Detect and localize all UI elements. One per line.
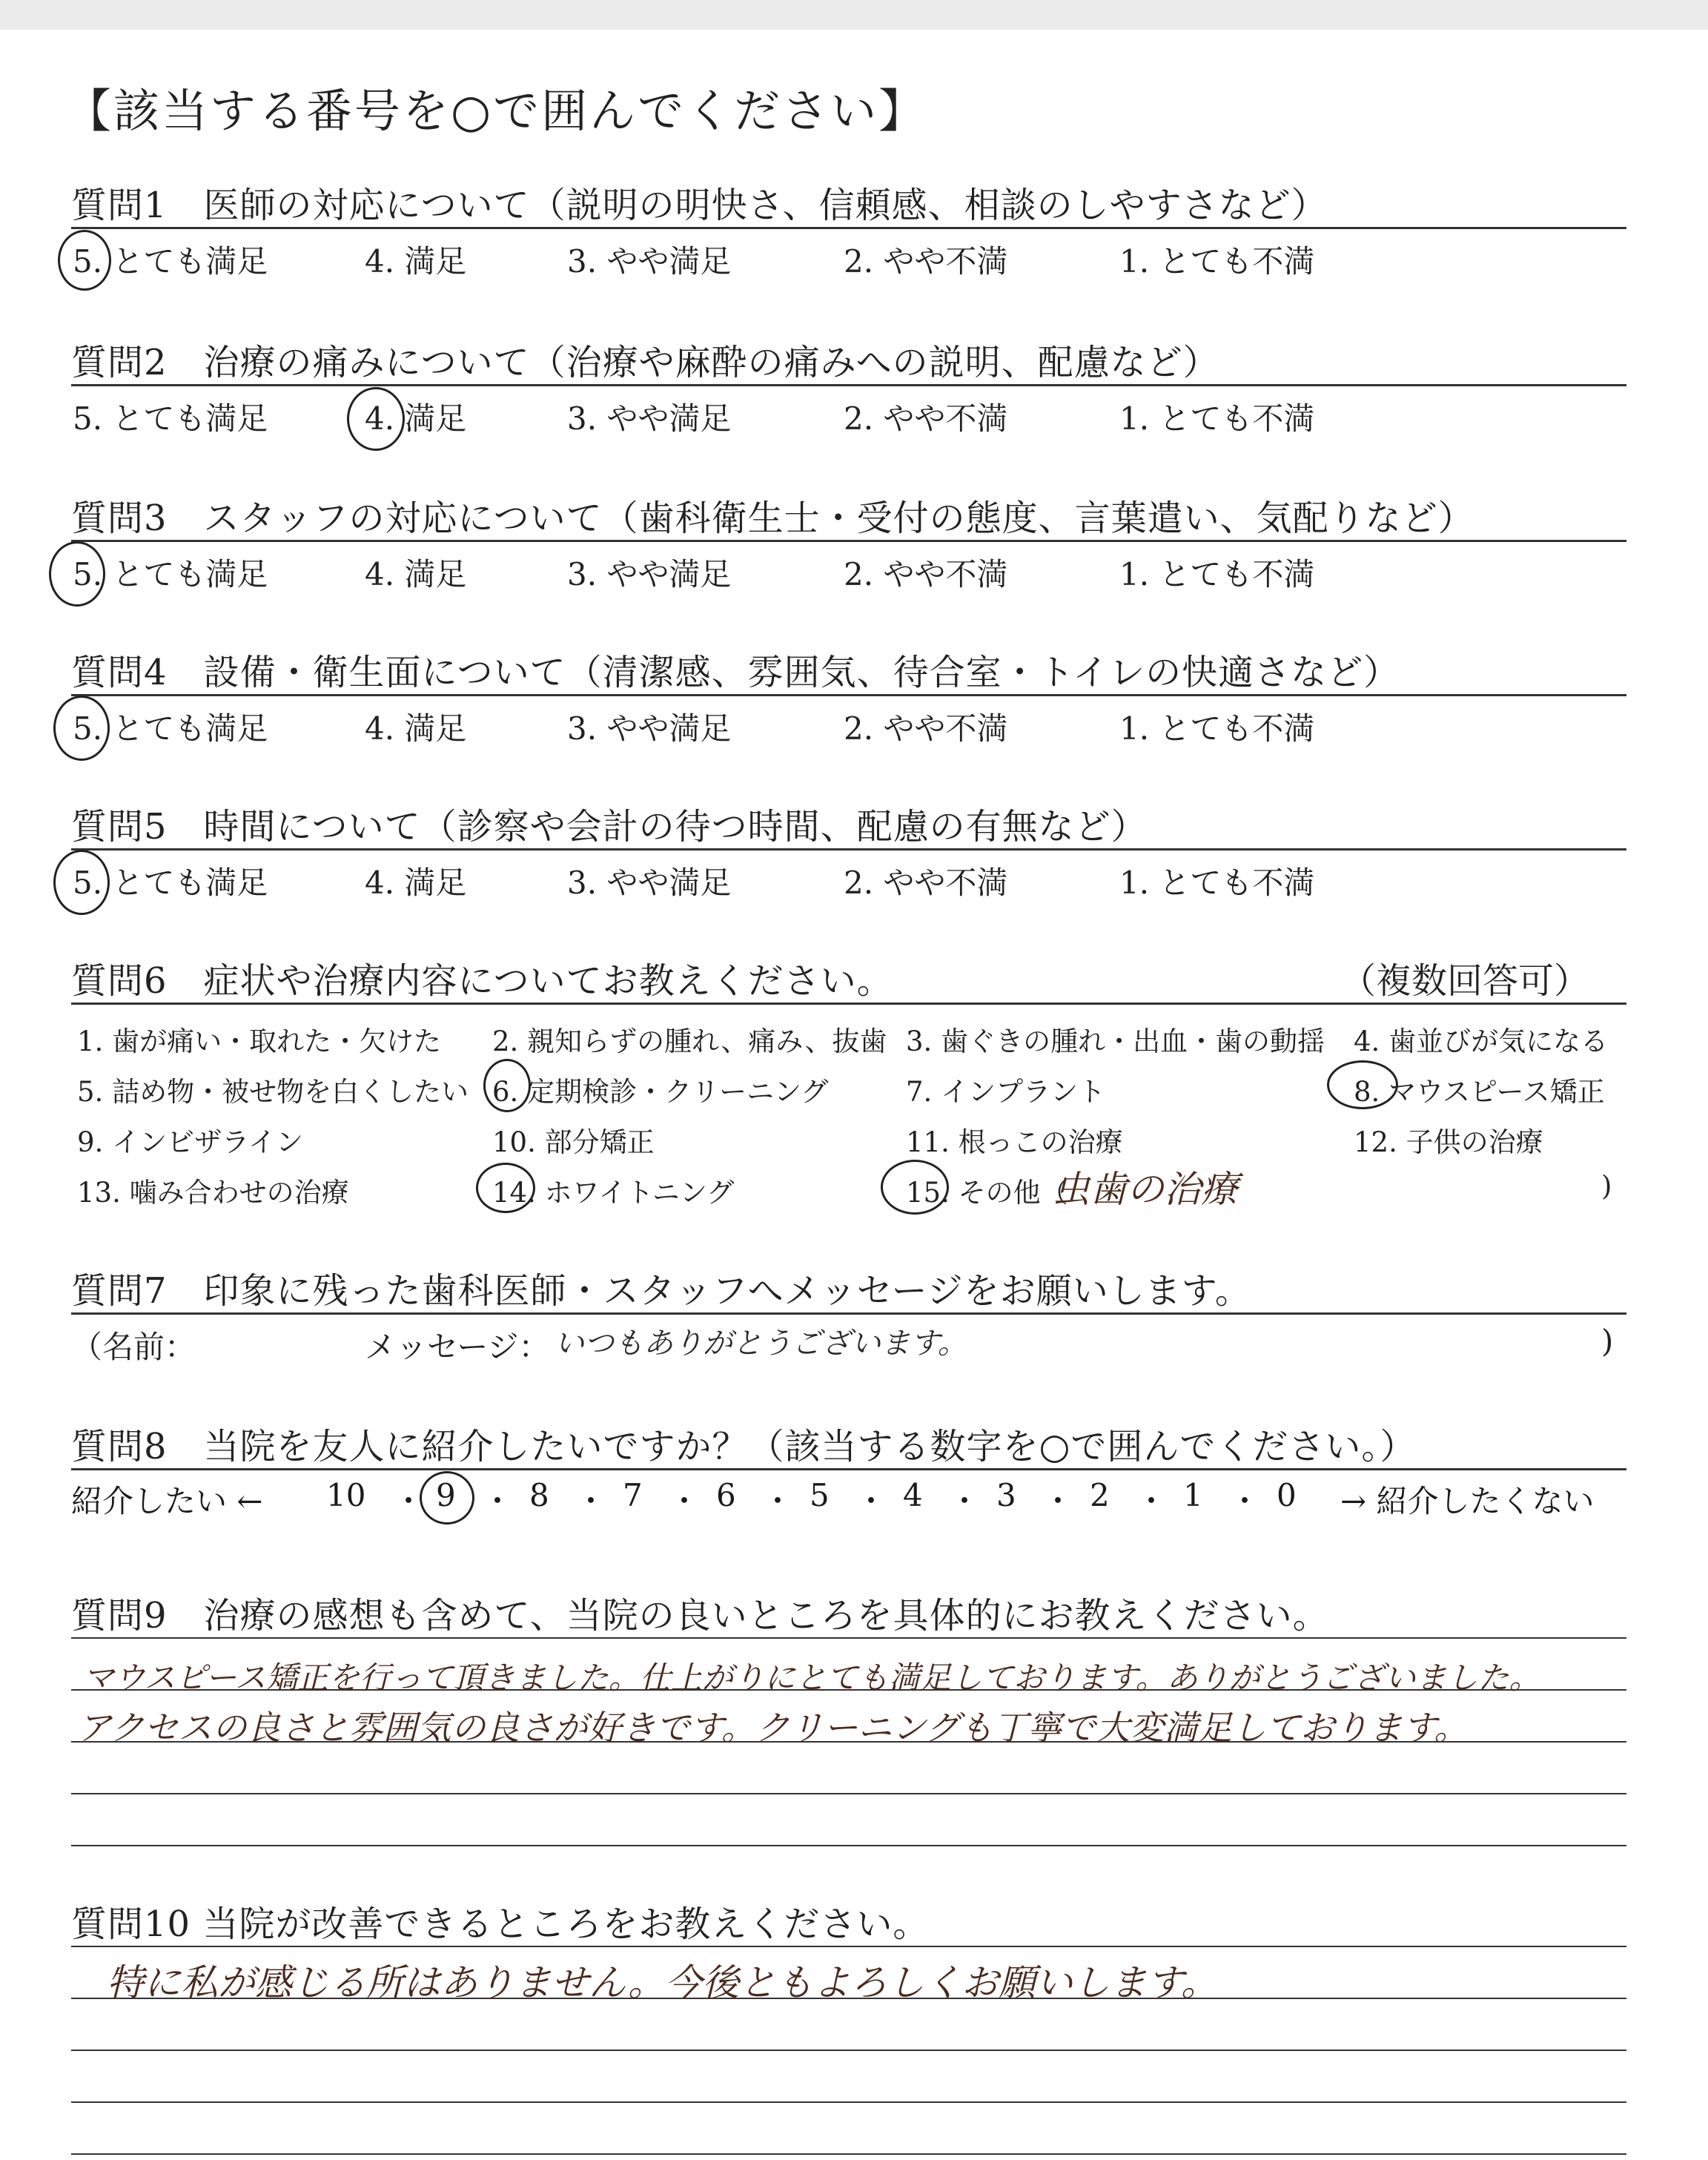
scale-dot: ・ [762,1483,794,1519]
handwritten-answer-line: マウスピース矯正を行って頂きました。仕上がりにとても満足しております。ありがとうございました。 [83,1659,1540,1696]
option-3[interactable]: 3. やや満足 [567,865,732,901]
symptom-option[interactable]: 9. インビザライン [77,1126,303,1158]
other-close-paren: ) [1601,1170,1612,1202]
option-1[interactable]: 1. とても不満 [1119,243,1315,280]
handwritten-answer-line: アクセスの良さと雰囲気の良さが好きです。クリーニングも丁寧で大変満足しております。 [77,1708,1469,1748]
question-6-title: 質問6 症状や治療内容についてお教えください。 [71,960,893,1002]
question-2-title: 質問2 治療の痛みについて（治療や麻酔の痛みへの説明、配慮など） [71,342,1219,383]
symptom-option[interactable]: 8. マウスピース矯正 [1354,1076,1605,1108]
rule [71,384,1626,386]
option-2[interactable]: 2. やや不満 [844,243,1008,280]
question-5-title: 質問5 時間について（診察や会計の待つ時間、配慮の有無など） [71,806,1148,848]
symptom-option[interactable]: 4. 歯並びが気になる [1354,1025,1609,1057]
rule [71,1003,1626,1005]
scale-value[interactable]: 6 [716,1477,736,1513]
symptom-option[interactable]: 12. 子供の治療 [1354,1126,1543,1158]
message-handwritten: いつもありがとうございます。 [555,1327,967,1361]
scale-value[interactable]: 4 [903,1477,923,1513]
question-10-title: 質問10 当院が改善できるところをお教えください。 [71,1903,930,1945]
rating-row [0,550,1708,595]
symptom-option[interactable]: 6. 定期検診・クリーニング [492,1076,829,1108]
symptom-option[interactable]: 15. その他（ [906,1177,1068,1209]
symptom-option[interactable]: 14. ホワイトニング [492,1177,735,1209]
option-4[interactable]: 4. 満足 [365,556,467,592]
option-3[interactable]: 3. やや満足 [567,710,732,747]
option-2[interactable]: 2. やや不満 [844,865,1008,901]
scale-dot: ・ [1229,1483,1261,1519]
scale-dot: ・ [1136,1483,1168,1519]
rating-row [0,394,1708,439]
message-close-paren: ) [1601,1323,1614,1359]
option-2[interactable]: 2. やや不満 [844,710,1008,747]
scale-dot: ・ [575,1483,607,1519]
option-2[interactable]: 2. やや不満 [844,400,1008,437]
other-handwritten-answer: 虫歯の治療 [1053,1168,1238,1211]
option-4[interactable]: 4. 満足 [365,710,467,747]
question-6-note: （複数回答可） [1340,960,1589,1002]
question-3-title: 質問3 スタッフの対応について（歯科衛生士・受付の態度、言葉遣い、気配りなど） [71,498,1474,539]
symptom-option[interactable]: 10. 部分矯正 [492,1126,655,1158]
symptom-option[interactable]: 2. 親知らずの腫れ、痛み、抜歯 [492,1025,887,1057]
symptom-option[interactable]: 7. インプラント [906,1076,1106,1108]
writing-line [71,1793,1626,1794]
option-5[interactable]: 5. とても満足 [73,710,268,747]
option-1[interactable]: 1. とても不満 [1119,865,1315,901]
option-5[interactable]: 5. とても満足 [73,556,268,592]
scale-value[interactable]: 9 [436,1477,456,1513]
scale-value[interactable]: 5 [810,1477,830,1513]
option-2[interactable]: 2. やや不満 [844,556,1008,592]
option-5[interactable]: 5. とても満足 [73,865,268,901]
scale-left-label: 紹介したい ← [71,1483,263,1519]
option-3[interactable]: 3. やや満足 [567,400,732,437]
handwritten-answer-line: 特に私が感じる所はありません。今後ともよろしくお願いします。 [107,1961,1218,2004]
option-4[interactable]: 4. 満足 [365,400,467,437]
scale-value[interactable]: 10 [326,1477,366,1513]
writing-line [71,2050,1626,2051]
option-5[interactable]: 5. とても満足 [73,243,268,280]
scale-value[interactable]: 2 [1090,1477,1110,1513]
scale-value[interactable]: 8 [529,1477,549,1513]
option-3[interactable]: 3. やや満足 [567,556,732,592]
writing-line [71,2101,1626,2103]
rule [71,1468,1626,1470]
rule [71,848,1626,851]
option-4[interactable]: 4. 満足 [365,865,467,901]
recommend-scale [0,1477,1708,1529]
question-4-title: 質問4 設備・衛生面について（清潔感、雰囲気、待合室・トイレの快適さなど） [71,652,1400,693]
option-5[interactable]: 5. とても満足 [73,400,268,437]
writing-line [71,2153,1626,2155]
rule [71,694,1626,696]
option-1[interactable]: 1. とても不満 [1119,556,1315,592]
writing-line [71,1946,1626,1947]
scale-dot: ・ [949,1483,981,1519]
question-9-title: 質問9 治療の感想も含めて、当院の良いところを具体的にお教えください。 [71,1595,1329,1636]
question-1-title: 質問1 医師の対応について（説明の明快さ、信頼感、相談のしやすさなど） [71,185,1328,226]
name-label: （名前： [71,1329,196,1365]
option-1[interactable]: 1. とても不満 [1119,400,1315,437]
question-7-title: 質問7 印象に残った歯科医師・スタッフへメッセージをお願いします。 [71,1270,1251,1312]
rating-row [0,704,1708,749]
rule [71,1312,1626,1315]
scale-value[interactable]: 3 [996,1477,1016,1513]
scale-value[interactable]: 0 [1277,1477,1297,1513]
scale-dot: ・ [482,1483,514,1519]
scale-right-label: → 紹介したくない [1340,1483,1595,1519]
symptom-option[interactable]: 1. 歯が痛い・取れた・欠けた [77,1025,442,1057]
rule [71,540,1626,542]
rating-row [0,859,1708,903]
question-8-title: 質問8 当院を友人に紹介したいですか？（該当する数字を○で囲んでください。） [71,1426,1417,1467]
scale-value[interactable]: 1 [1183,1477,1203,1513]
scale-dot: ・ [669,1483,701,1519]
scale-dot: ・ [855,1483,887,1519]
writing-line [71,1845,1626,1846]
symptom-option[interactable]: 11. 根っこの治療 [906,1126,1123,1158]
symptom-option[interactable]: 13. 噛み合わせの治療 [77,1177,349,1209]
rating-row [0,237,1708,282]
instruction-header: 【該当する番号を○で囲んでください】 [65,84,927,138]
scale-dot: ・ [393,1483,425,1519]
option-1[interactable]: 1. とても不満 [1119,710,1315,747]
message-label: メッセージ： [365,1329,550,1365]
scale-dot: ・ [1042,1483,1074,1519]
symptom-option[interactable]: 5. 詰め物・被せ物を白くしたい [77,1076,469,1108]
writing-line [71,1637,1626,1639]
scale-value[interactable]: 7 [623,1477,643,1513]
option-4[interactable]: 4. 満足 [365,243,467,280]
option-3[interactable]: 3. やや満足 [567,243,732,280]
rule [71,227,1626,229]
symptom-option[interactable]: 3. 歯ぐきの腫れ・出血・歯の動揺 [906,1025,1325,1057]
